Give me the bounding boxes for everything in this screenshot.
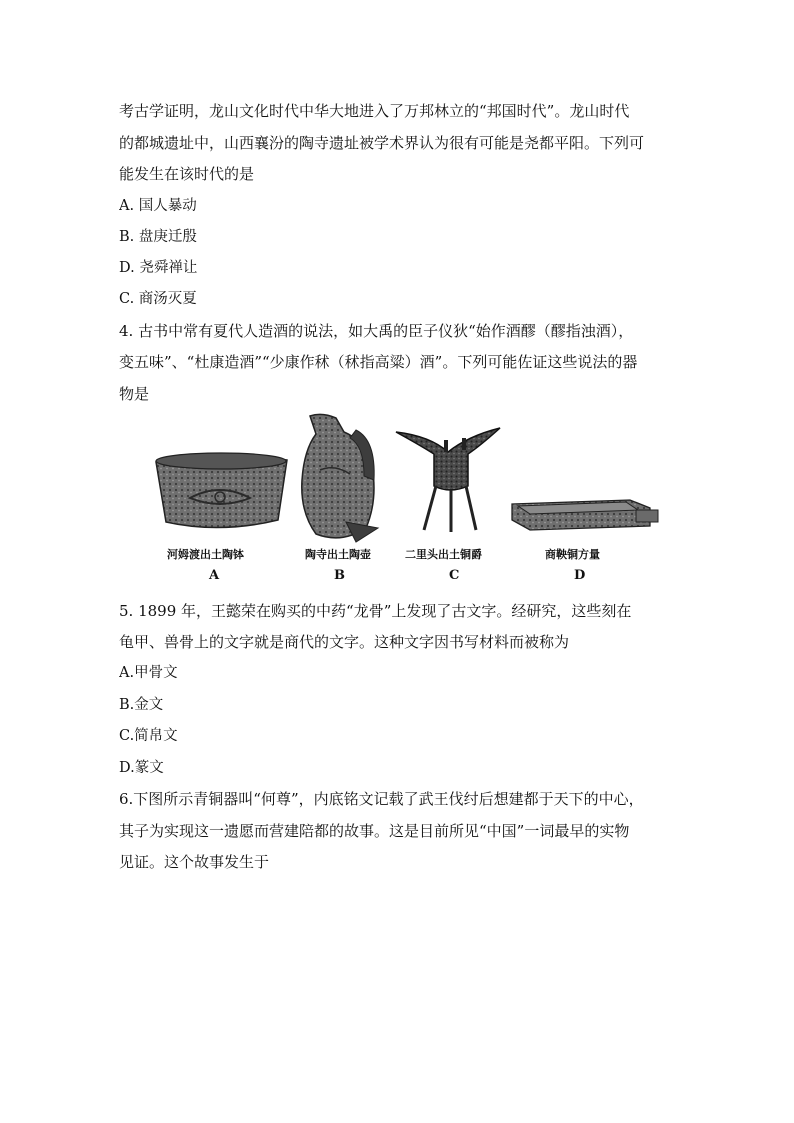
q3-option-c: C. 商汤灭夏 xyxy=(119,291,197,307)
q3-option-a: A. 国人暴动 xyxy=(119,198,197,214)
q6-stem-line: 6.下图所示青铜器叫“何尊”，内底铭文记载了武王伐纣后想建都于天下的中心， xyxy=(119,790,644,808)
q6-stem-line: 其子为实现这一遗愿而营建陪都的故事。这是目前所见“中国”一词最早的实物 xyxy=(119,822,630,840)
caption-a: 河姆渡出土陶钵 xyxy=(167,548,244,561)
q3-stem-line: 考古学证明，龙山文化时代中华大地进入了万邦林立的“邦国时代”。龙山时代 xyxy=(119,102,630,120)
letter-c: C xyxy=(449,568,460,583)
letter-b: B xyxy=(334,568,345,583)
q3-option-d: D. 尧舜禅让 xyxy=(119,260,198,276)
letter-d: D xyxy=(574,568,586,583)
bronze-square-measure-image xyxy=(512,500,658,530)
q5-option-d: D.篆文 xyxy=(119,760,164,776)
q4-stem-line: 4. 古书中常有夏代人造酒的说法，如大禹的臣子仪狄“始作酒醪（醪指浊酒）， xyxy=(119,322,634,340)
caption-d: 商鞅铜方量 xyxy=(545,548,600,561)
q6-stem-line: 见证。这个故事发生于 xyxy=(119,853,270,871)
q5-stem-line: 龟甲、兽骨上的文字就是商代的文字。这种文字因书写材料而被称为 xyxy=(119,633,570,651)
bronze-jue-image xyxy=(396,428,500,532)
pottery-pot-image xyxy=(302,414,378,542)
artifacts-figure xyxy=(150,410,660,585)
q4-stem-line: 物是 xyxy=(119,385,150,403)
pottery-bowl-image xyxy=(156,453,287,528)
q3-stem-line: 能发生在该时代的是 xyxy=(119,165,255,183)
letter-a: A xyxy=(209,568,220,583)
q5-stem-line: 5. 1899 年，王懿荣在购买的中药“龙骨”上发现了古文字。经研究，这些刻在 xyxy=(119,602,632,620)
caption-b: 陶寺出土陶壶 xyxy=(305,548,371,561)
q5-option-b: B.金文 xyxy=(119,697,164,713)
q3-stem-line: 的都城遗址中，山西襄汾的陶寺遗址被学术界认为很有可能是尧都平阳。下列可 xyxy=(119,134,645,152)
q3-option-b: B. 盘庚迁殷 xyxy=(119,229,197,245)
q4-stem-line: 变五味”、“杜康造酒”“少康作秫（秫指高粱）酒”。下列可能佐证这些说法的器 xyxy=(119,353,638,371)
caption-c: 二里头出土铜爵 xyxy=(405,548,482,561)
q5-option-a: A.甲骨文 xyxy=(119,665,178,681)
q5-option-c: C.简帛文 xyxy=(119,728,178,744)
